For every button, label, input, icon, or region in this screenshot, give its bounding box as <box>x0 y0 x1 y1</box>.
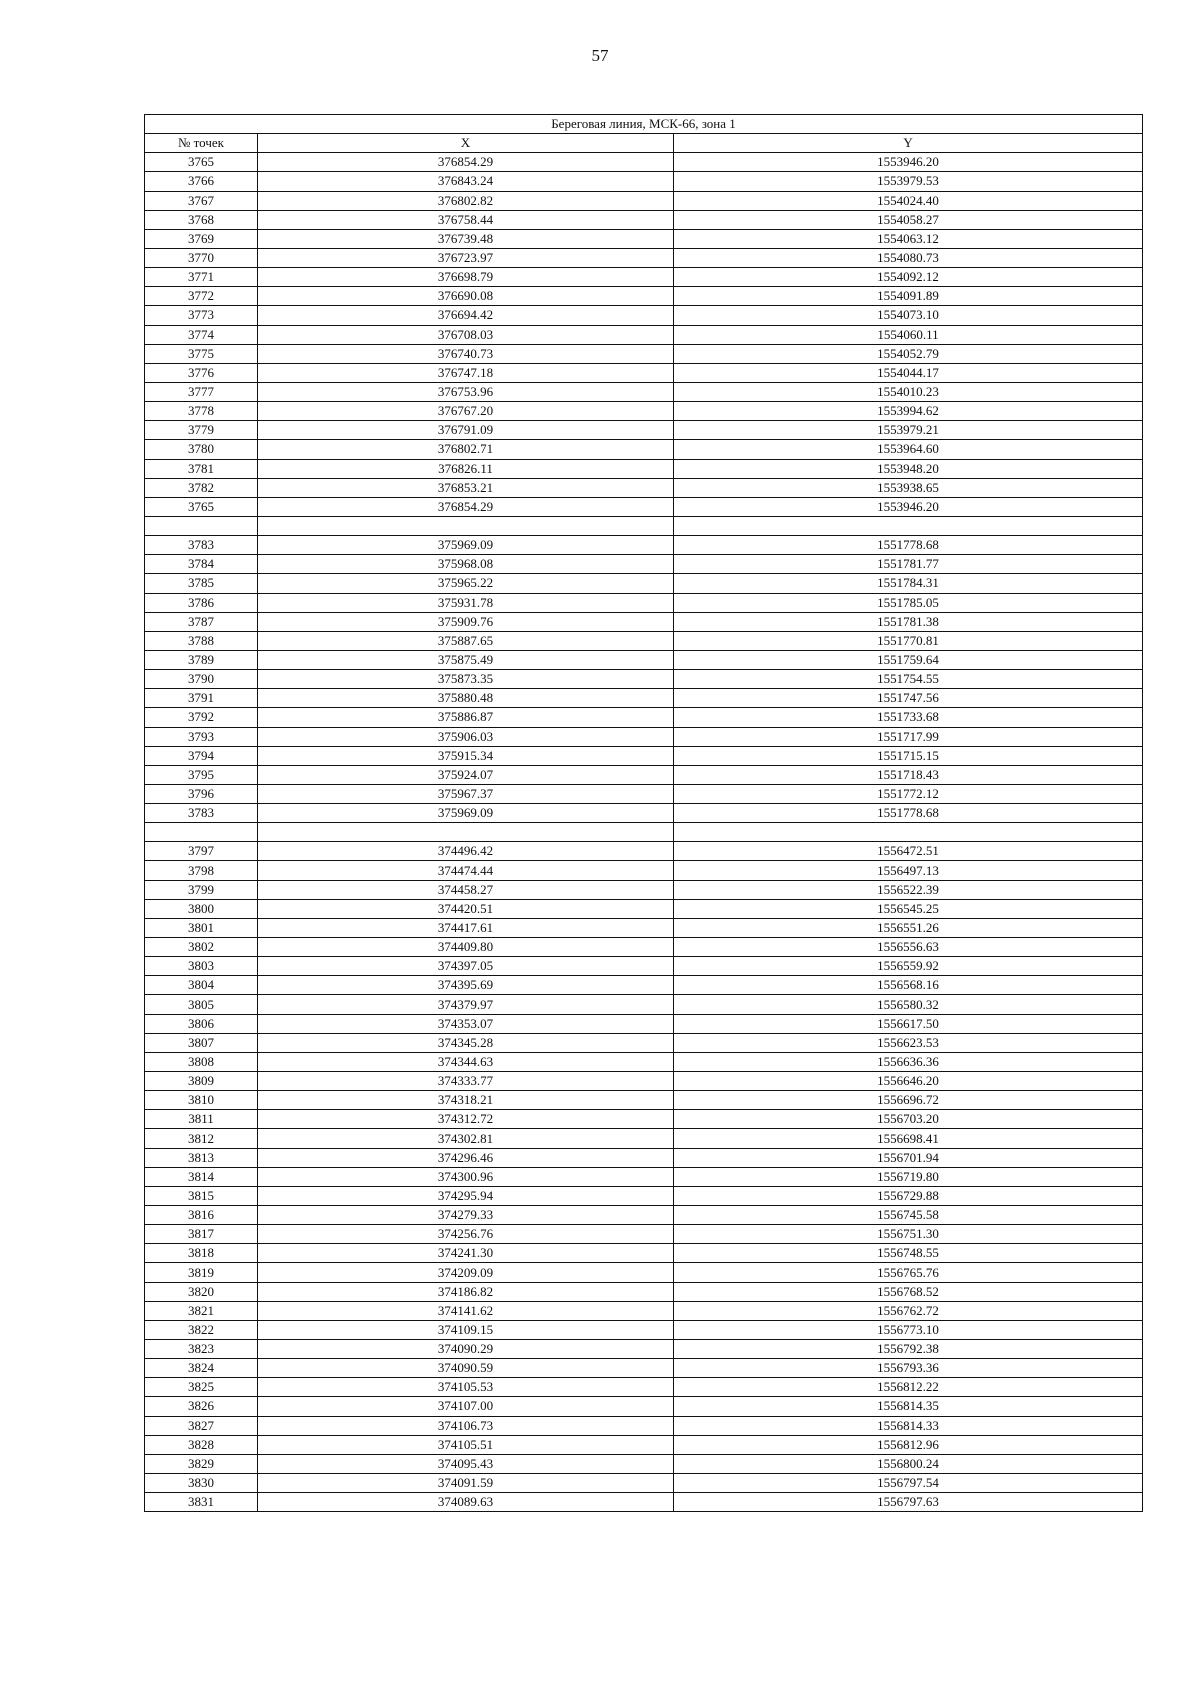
table-row <box>145 1129 1143 1148</box>
table-row <box>145 765 1143 784</box>
x-coordinate-cell: 374141.62 <box>258 1301 674 1320</box>
table-row <box>145 727 1143 746</box>
point-number-cell: 3786 <box>145 593 258 612</box>
table-caption-row <box>145 115 1143 134</box>
x-coordinate-cell: 375915.34 <box>258 746 674 765</box>
table-row <box>145 708 1143 727</box>
point-number-cell: 3781 <box>145 459 258 478</box>
table-row <box>145 746 1143 765</box>
table-row <box>145 612 1143 631</box>
y-coordinate-cell: 1554080.73 <box>674 248 1143 267</box>
point-number-cell: 3785 <box>145 574 258 593</box>
x-coordinate-cell: 374420.51 <box>258 899 674 918</box>
point-number-cell: 3815 <box>145 1186 258 1205</box>
y-coordinate-cell: 1556701.94 <box>674 1148 1143 1167</box>
point-number-cell: 3811 <box>145 1110 258 1129</box>
point-number-cell: 3780 <box>145 440 258 459</box>
x-coordinate-cell: 374345.28 <box>258 1033 674 1052</box>
table-row <box>145 382 1143 401</box>
table-row <box>145 1416 1143 1435</box>
y-coordinate-cell: 1556698.41 <box>674 1129 1143 1148</box>
table-row <box>145 172 1143 191</box>
x-coordinate-cell: 375880.48 <box>258 689 674 708</box>
point-number-cell: 3775 <box>145 344 258 363</box>
table-row <box>145 1167 1143 1186</box>
table-row <box>145 1473 1143 1492</box>
point-number-cell: 3829 <box>145 1454 258 1473</box>
y-coordinate-cell: 1554091.89 <box>674 287 1143 306</box>
point-number-cell: 3818 <box>145 1244 258 1263</box>
x-coordinate-cell: 376854.29 <box>258 497 674 516</box>
table-row <box>145 938 1143 957</box>
y-coordinate-cell: 1556812.22 <box>674 1378 1143 1397</box>
x-coordinate-cell: 374333.77 <box>258 1072 674 1091</box>
table-row <box>145 593 1143 612</box>
point-number-cell: 3828 <box>145 1435 258 1454</box>
y-coordinate-cell: 1556797.54 <box>674 1473 1143 1492</box>
table-row <box>145 210 1143 229</box>
table-row <box>145 536 1143 555</box>
x-coordinate-cell: 374318.21 <box>258 1091 674 1110</box>
point-number-cell: 3782 <box>145 478 258 497</box>
x-coordinate-cell: 375969.09 <box>258 804 674 823</box>
y-coordinate-cell: 1551759.64 <box>674 650 1143 669</box>
header-point-number: № точек <box>145 134 258 153</box>
point-number-cell: 3816 <box>145 1206 258 1225</box>
y-coordinate-cell: 1556765.76 <box>674 1263 1143 1282</box>
x-coordinate-cell: 374302.81 <box>258 1129 674 1148</box>
point-number-cell: 3824 <box>145 1359 258 1378</box>
y-coordinate-cell: 1554052.79 <box>674 344 1143 363</box>
y-coordinate-cell: 1556568.16 <box>674 976 1143 995</box>
x-coordinate-cell: 375924.07 <box>258 765 674 784</box>
point-number-cell: 3822 <box>145 1320 258 1339</box>
y-coordinate-cell: 1556729.88 <box>674 1186 1143 1205</box>
table-row <box>145 880 1143 899</box>
x-coordinate-cell: 376690.08 <box>258 287 674 306</box>
table-row <box>145 497 1143 516</box>
table-row <box>145 1340 1143 1359</box>
table-row <box>145 1148 1143 1167</box>
x-coordinate-cell: 374109.15 <box>258 1320 674 1339</box>
point-number-cell: 3777 <box>145 382 258 401</box>
y-coordinate-cell: 1551718.43 <box>674 765 1143 784</box>
table-row <box>145 191 1143 210</box>
x-coordinate-cell: 376802.71 <box>258 440 674 459</box>
point-number-cell: 3787 <box>145 612 258 631</box>
table-row <box>145 402 1143 421</box>
y-coordinate-cell: 1551778.68 <box>674 536 1143 555</box>
point-number-cell: 3830 <box>145 1473 258 1492</box>
x-coordinate-cell: 376698.79 <box>258 268 674 287</box>
point-number-cell: 3773 <box>145 306 258 325</box>
point-number-cell: 3831 <box>145 1493 258 1512</box>
x-coordinate-cell: 374106.73 <box>258 1416 674 1435</box>
x-coordinate-cell: 376739.48 <box>258 229 674 248</box>
table-separator-row <box>145 823 1143 842</box>
point-number-cell: 3804 <box>145 976 258 995</box>
point-number-cell: 3765 <box>145 497 258 516</box>
table-row <box>145 229 1143 248</box>
table-row <box>145 248 1143 267</box>
point-number-cell: 3817 <box>145 1225 258 1244</box>
point-number-cell: 3772 <box>145 287 258 306</box>
table-row <box>145 478 1143 497</box>
y-coordinate-cell: 1551785.05 <box>674 593 1143 612</box>
x-coordinate-cell: 376708.03 <box>258 325 674 344</box>
x-coordinate-cell: 374089.63 <box>258 1493 674 1512</box>
y-coordinate-cell: 1554024.40 <box>674 191 1143 210</box>
header-y: Y <box>674 134 1143 153</box>
x-coordinate-cell: 374397.05 <box>258 957 674 976</box>
x-coordinate-cell: 374395.69 <box>258 976 674 995</box>
x-coordinate-cell: 374256.76 <box>258 1225 674 1244</box>
x-coordinate-cell: 374091.59 <box>258 1473 674 1492</box>
y-coordinate-cell: 1553938.65 <box>674 478 1143 497</box>
y-coordinate-cell: 1553979.53 <box>674 172 1143 191</box>
point-number-cell: 3813 <box>145 1148 258 1167</box>
x-coordinate-cell: 374312.72 <box>258 1110 674 1129</box>
x-coordinate-cell: 374296.46 <box>258 1148 674 1167</box>
y-coordinate-cell: 1556472.51 <box>674 842 1143 861</box>
y-coordinate-cell: 1553946.20 <box>674 153 1143 172</box>
point-number-cell: 3795 <box>145 765 258 784</box>
y-coordinate-cell: 1556551.26 <box>674 918 1143 937</box>
point-number-cell: 3789 <box>145 650 258 669</box>
point-number-cell: 3783 <box>145 804 258 823</box>
table-row <box>145 918 1143 937</box>
table-row <box>145 957 1143 976</box>
table-row <box>145 899 1143 918</box>
table-row <box>145 1435 1143 1454</box>
table-row <box>145 1244 1143 1263</box>
point-number-cell: 3776 <box>145 363 258 382</box>
y-coordinate-cell: 1554060.11 <box>674 325 1143 344</box>
y-coordinate-cell: 1554044.17 <box>674 363 1143 382</box>
table-row <box>145 1206 1143 1225</box>
x-coordinate-cell: 375969.09 <box>258 536 674 555</box>
x-coordinate-cell: 374095.43 <box>258 1454 674 1473</box>
point-number-cell: 3819 <box>145 1263 258 1282</box>
x-coordinate-cell: 375965.22 <box>258 574 674 593</box>
table-row <box>145 268 1143 287</box>
x-coordinate-cell <box>258 823 674 842</box>
table-row <box>145 1033 1143 1052</box>
y-coordinate-cell <box>674 823 1143 842</box>
y-coordinate-cell: 1554092.12 <box>674 268 1143 287</box>
y-coordinate-cell: 1553946.20 <box>674 497 1143 516</box>
y-coordinate-cell: 1556748.55 <box>674 1244 1143 1263</box>
point-number-cell: 3765 <box>145 153 258 172</box>
point-number-cell: 3794 <box>145 746 258 765</box>
y-coordinate-cell: 1553979.21 <box>674 421 1143 440</box>
y-coordinate-cell: 1554073.10 <box>674 306 1143 325</box>
x-coordinate-cell: 374279.33 <box>258 1206 674 1225</box>
point-number-cell: 3783 <box>145 536 258 555</box>
x-coordinate-cell: 375968.08 <box>258 555 674 574</box>
table-row <box>145 306 1143 325</box>
x-coordinate-cell: 374417.61 <box>258 918 674 937</box>
point-number-cell: 3809 <box>145 1072 258 1091</box>
y-coordinate-cell: 1554063.12 <box>674 229 1143 248</box>
table-row <box>145 1091 1143 1110</box>
x-coordinate-cell: 376791.09 <box>258 421 674 440</box>
x-coordinate-cell: 374090.29 <box>258 1340 674 1359</box>
table-row <box>145 1397 1143 1416</box>
x-coordinate-cell: 374474.44 <box>258 861 674 880</box>
point-number-cell: 3798 <box>145 861 258 880</box>
y-coordinate-cell: 1556545.25 <box>674 899 1143 918</box>
point-number-cell: 3778 <box>145 402 258 421</box>
table-row <box>145 1493 1143 1512</box>
table-row <box>145 1301 1143 1320</box>
x-coordinate-cell: 376826.11 <box>258 459 674 478</box>
y-coordinate-cell: 1553948.20 <box>674 459 1143 478</box>
point-number-cell: 3806 <box>145 1014 258 1033</box>
point-number-cell: 3820 <box>145 1282 258 1301</box>
point-number-cell: 3821 <box>145 1301 258 1320</box>
point-number-cell: 3812 <box>145 1129 258 1148</box>
y-coordinate-cell: 1556719.80 <box>674 1167 1143 1186</box>
x-coordinate-cell: 374300.96 <box>258 1167 674 1186</box>
x-coordinate-cell: 374105.53 <box>258 1378 674 1397</box>
point-number-cell: 3790 <box>145 670 258 689</box>
y-coordinate-cell: 1553964.60 <box>674 440 1143 459</box>
y-coordinate-cell: 1551733.68 <box>674 708 1143 727</box>
y-coordinate-cell: 1556792.38 <box>674 1340 1143 1359</box>
x-coordinate-cell: 376802.82 <box>258 191 674 210</box>
y-coordinate-cell: 1556646.20 <box>674 1072 1143 1091</box>
y-coordinate-cell: 1553994.62 <box>674 402 1143 421</box>
point-number-cell: 3826 <box>145 1397 258 1416</box>
table-row <box>145 995 1143 1014</box>
y-coordinate-cell: 1556797.63 <box>674 1493 1143 1512</box>
x-coordinate-cell: 376753.96 <box>258 382 674 401</box>
table-row <box>145 421 1143 440</box>
table-row <box>145 555 1143 574</box>
point-number-cell: 3796 <box>145 784 258 803</box>
coordinates-table <box>144 114 1143 1512</box>
y-coordinate-cell: 1551770.81 <box>674 631 1143 650</box>
y-coordinate-cell: 1556623.53 <box>674 1033 1143 1052</box>
table-body <box>145 153 1143 1512</box>
y-coordinate-cell: 1554058.27 <box>674 210 1143 229</box>
point-number-cell: 3779 <box>145 421 258 440</box>
table-row <box>145 287 1143 306</box>
y-coordinate-cell: 1556793.36 <box>674 1359 1143 1378</box>
x-coordinate-cell: 374344.63 <box>258 1052 674 1071</box>
point-number-cell <box>145 823 258 842</box>
table-row <box>145 1052 1143 1071</box>
y-coordinate-cell: 1556800.24 <box>674 1454 1143 1473</box>
x-coordinate-cell: 374209.09 <box>258 1263 674 1282</box>
y-coordinate-cell: 1556812.96 <box>674 1435 1143 1454</box>
table-row <box>145 344 1143 363</box>
point-number-cell: 3791 <box>145 689 258 708</box>
y-coordinate-cell: 1556497.13 <box>674 861 1143 880</box>
x-coordinate-cell: 375887.65 <box>258 631 674 650</box>
y-coordinate-cell: 1551747.56 <box>674 689 1143 708</box>
x-coordinate-cell: 375886.87 <box>258 708 674 727</box>
x-coordinate-cell: 374353.07 <box>258 1014 674 1033</box>
y-coordinate-cell: 1556768.52 <box>674 1282 1143 1301</box>
page-number: 57 <box>591 46 609 65</box>
x-coordinate-cell: 375931.78 <box>258 593 674 612</box>
table-row <box>145 1320 1143 1339</box>
table-row <box>145 631 1143 650</box>
point-number-cell: 3810 <box>145 1091 258 1110</box>
point-number-cell: 3767 <box>145 191 258 210</box>
x-coordinate-cell: 374186.82 <box>258 1282 674 1301</box>
table-row <box>145 1454 1143 1473</box>
x-coordinate-cell: 375906.03 <box>258 727 674 746</box>
x-coordinate-cell: 376723.97 <box>258 248 674 267</box>
x-coordinate-cell: 375909.76 <box>258 612 674 631</box>
table-row <box>145 976 1143 995</box>
point-number-cell: 3769 <box>145 229 258 248</box>
point-number-cell: 3770 <box>145 248 258 267</box>
x-coordinate-cell: 376694.42 <box>258 306 674 325</box>
point-number-cell: 3805 <box>145 995 258 1014</box>
x-coordinate-cell: 376740.73 <box>258 344 674 363</box>
point-number-cell: 3825 <box>145 1378 258 1397</box>
point-number-cell: 3797 <box>145 842 258 861</box>
y-coordinate-cell: 1556522.39 <box>674 880 1143 899</box>
table-row <box>145 689 1143 708</box>
table-row <box>145 325 1143 344</box>
table-row <box>145 459 1143 478</box>
table-row <box>145 363 1143 382</box>
x-coordinate-cell: 376854.29 <box>258 153 674 172</box>
point-number-cell: 3799 <box>145 880 258 899</box>
y-coordinate-cell <box>674 516 1143 535</box>
table-row <box>145 1359 1143 1378</box>
x-coordinate-cell: 374107.00 <box>258 1397 674 1416</box>
y-coordinate-cell: 1556617.50 <box>674 1014 1143 1033</box>
x-coordinate-cell: 376767.20 <box>258 402 674 421</box>
y-coordinate-cell: 1556703.20 <box>674 1110 1143 1129</box>
y-coordinate-cell: 1556636.36 <box>674 1052 1143 1071</box>
x-coordinate-cell: 374409.80 <box>258 938 674 957</box>
y-coordinate-cell: 1556696.72 <box>674 1091 1143 1110</box>
table-row <box>145 1110 1143 1129</box>
x-coordinate-cell: 374241.30 <box>258 1244 674 1263</box>
point-number-cell: 3771 <box>145 268 258 287</box>
point-number-cell: 3814 <box>145 1167 258 1186</box>
x-coordinate-cell: 374105.51 <box>258 1435 674 1454</box>
point-number-cell: 3803 <box>145 957 258 976</box>
x-coordinate-cell: 375967.37 <box>258 784 674 803</box>
y-coordinate-cell: 1551778.68 <box>674 804 1143 823</box>
y-coordinate-cell: 1554010.23 <box>674 382 1143 401</box>
y-coordinate-cell: 1556814.33 <box>674 1416 1143 1435</box>
y-coordinate-cell: 1556745.58 <box>674 1206 1143 1225</box>
x-coordinate-cell: 376843.24 <box>258 172 674 191</box>
x-coordinate-cell: 374379.97 <box>258 995 674 1014</box>
point-number-cell: 3788 <box>145 631 258 650</box>
y-coordinate-cell: 1551717.99 <box>674 727 1143 746</box>
table-row <box>145 153 1143 172</box>
y-coordinate-cell: 1556814.35 <box>674 1397 1143 1416</box>
y-coordinate-cell: 1551784.31 <box>674 574 1143 593</box>
point-number-cell: 3774 <box>145 325 258 344</box>
table-row <box>145 1186 1143 1205</box>
table-separator-row <box>145 516 1143 535</box>
table-row <box>145 1378 1143 1397</box>
y-coordinate-cell: 1556751.30 <box>674 1225 1143 1244</box>
table-row <box>145 1225 1143 1244</box>
table-row <box>145 861 1143 880</box>
table-row <box>145 842 1143 861</box>
point-number-cell: 3808 <box>145 1052 258 1071</box>
point-number-cell <box>145 516 258 535</box>
point-number-cell: 3766 <box>145 172 258 191</box>
x-coordinate-cell: 374090.59 <box>258 1359 674 1378</box>
table-row <box>145 804 1143 823</box>
table-row <box>145 784 1143 803</box>
x-coordinate-cell: 374496.42 <box>258 842 674 861</box>
x-coordinate-cell <box>258 516 674 535</box>
table-row <box>145 670 1143 689</box>
y-coordinate-cell: 1556556.63 <box>674 938 1143 957</box>
x-coordinate-cell: 375875.49 <box>258 650 674 669</box>
y-coordinate-cell: 1556762.72 <box>674 1301 1143 1320</box>
table-row <box>145 1014 1143 1033</box>
table-row <box>145 440 1143 459</box>
table-header-row <box>145 134 1143 153</box>
y-coordinate-cell: 1551781.77 <box>674 555 1143 574</box>
point-number-cell: 3768 <box>145 210 258 229</box>
point-number-cell: 3823 <box>145 1340 258 1359</box>
y-coordinate-cell: 1551754.55 <box>674 670 1143 689</box>
point-number-cell: 3800 <box>145 899 258 918</box>
point-number-cell: 3793 <box>145 727 258 746</box>
y-coordinate-cell: 1551772.12 <box>674 784 1143 803</box>
header-x: X <box>258 134 674 153</box>
point-number-cell: 3784 <box>145 555 258 574</box>
point-number-cell: 3801 <box>145 918 258 937</box>
x-coordinate-cell: 376853.21 <box>258 478 674 497</box>
y-coordinate-cell: 1556773.10 <box>674 1320 1143 1339</box>
y-coordinate-cell: 1551715.15 <box>674 746 1143 765</box>
table-caption: Береговая линия, МСК-66, зона 1 <box>145 115 1143 134</box>
x-coordinate-cell: 376758.44 <box>258 210 674 229</box>
x-coordinate-cell: 375873.35 <box>258 670 674 689</box>
x-coordinate-cell: 374458.27 <box>258 880 674 899</box>
point-number-cell: 3807 <box>145 1033 258 1052</box>
point-number-cell: 3792 <box>145 708 258 727</box>
x-coordinate-cell: 374295.94 <box>258 1186 674 1205</box>
table-row <box>145 1072 1143 1091</box>
y-coordinate-cell: 1556559.92 <box>674 957 1143 976</box>
table-row <box>145 650 1143 669</box>
y-coordinate-cell: 1551781.38 <box>674 612 1143 631</box>
y-coordinate-cell: 1556580.32 <box>674 995 1143 1014</box>
table-row <box>145 1263 1143 1282</box>
x-coordinate-cell: 376747.18 <box>258 363 674 382</box>
point-number-cell: 3827 <box>145 1416 258 1435</box>
table-row <box>145 574 1143 593</box>
table-row <box>145 1282 1143 1301</box>
point-number-cell: 3802 <box>145 938 258 957</box>
